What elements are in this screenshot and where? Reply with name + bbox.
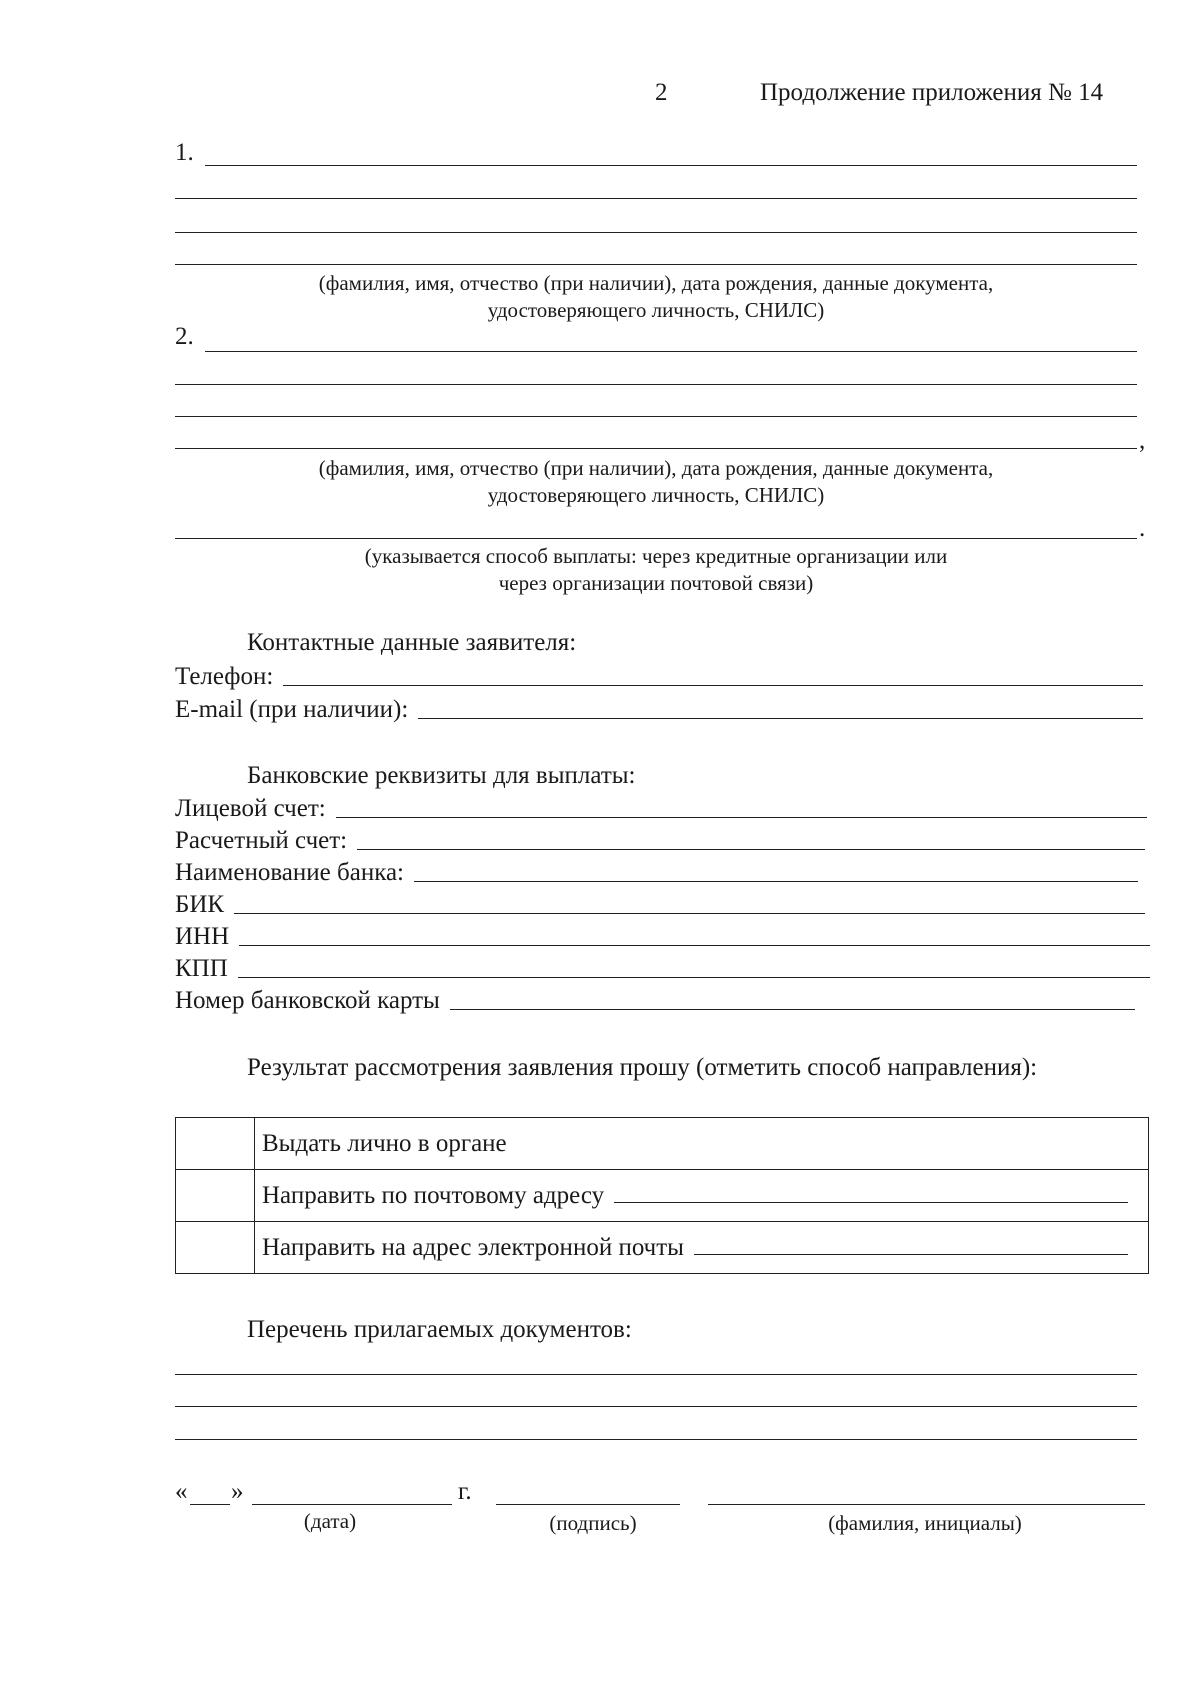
bank-field-personal-account[interactable] xyxy=(175,794,1147,824)
payment-method-caption-2: через организации почтовой связи) xyxy=(498,571,814,595)
phone-input-line[interactable] xyxy=(283,684,1143,686)
name-caption: (фамилия, инициалы) xyxy=(828,1511,1022,1535)
person-1-number: 1. xyxy=(175,139,194,166)
bank-field-kpp[interactable] xyxy=(175,954,1150,984)
phone-field[interactable] xyxy=(175,662,1143,692)
attachments-heading: Перечень прилагаемых документов: xyxy=(247,1316,632,1343)
bank-field-settlement-account[interactable] xyxy=(175,826,1145,856)
person-2-number: 2. xyxy=(175,323,194,350)
date-year-mark: г. xyxy=(458,1478,472,1505)
person-2-caption-2: удостоверяющего личность, СНИЛС) xyxy=(487,483,825,507)
person-1-line-2[interactable] xyxy=(175,198,1137,199)
person-1-line-1[interactable] xyxy=(205,165,1137,166)
bank-field-label: КПП xyxy=(175,955,228,982)
bank-field-line[interactable] xyxy=(357,848,1145,850)
delivery-checkbox-email[interactable] xyxy=(176,1222,255,1274)
payment-method-period: . xyxy=(1139,515,1146,542)
delivery-option-label: Выдать лично в органе xyxy=(255,1118,1149,1170)
bank-field-line[interactable] xyxy=(414,880,1138,882)
delivery-option-row xyxy=(176,1118,1149,1170)
bank-field-line[interactable] xyxy=(234,912,1145,914)
person-1-line-3[interactable] xyxy=(175,232,1137,233)
person-2-line-2[interactable] xyxy=(175,384,1137,385)
delivery-checkbox-post[interactable] xyxy=(176,1170,255,1222)
attachments-line-1[interactable] xyxy=(175,1374,1137,1375)
name-initials-line[interactable] xyxy=(708,1504,1145,1505)
email-label: E-mail (при наличии): xyxy=(175,696,409,723)
phone-label: Телефон: xyxy=(175,663,274,690)
delivery-option-row xyxy=(176,1222,1149,1274)
delivery-options-table xyxy=(175,1117,1149,1274)
person-1-line-4[interactable] xyxy=(175,264,1137,265)
signature-line[interactable] xyxy=(496,1504,680,1505)
bank-field-label: Расчетный счет: xyxy=(175,827,348,854)
bank-field-bank-name[interactable] xyxy=(175,858,1138,888)
bank-field-label: Наименование банка: xyxy=(175,859,405,886)
date-caption: (дата) xyxy=(303,1509,357,1533)
bank-field-line[interactable] xyxy=(238,976,1150,978)
date-month-line[interactable] xyxy=(252,1504,452,1505)
person-1-caption-1: (фамилия, имя, отчество (при наличии), дата рождения, данные документа, xyxy=(318,271,994,295)
bank-field-bik[interactable] xyxy=(175,890,1145,920)
bank-field-label: ИНН xyxy=(175,923,230,950)
bank-field-inn[interactable] xyxy=(175,922,1150,952)
bank-field-label: БИК xyxy=(175,891,225,918)
signature-caption: (подпись) xyxy=(549,1511,637,1535)
delivery-option-label: Направить на адрес электронной почты xyxy=(262,1233,684,1261)
person-2-line-4[interactable] xyxy=(175,448,1137,449)
person-2-comma: , xyxy=(1139,427,1146,454)
email-field[interactable] xyxy=(175,695,1143,725)
person-2-caption-1: (фамилия, имя, отчество (при наличии), дата рождения, данные документа, xyxy=(318,456,994,480)
bank-field-line[interactable] xyxy=(336,816,1147,818)
date-day-line[interactable] xyxy=(190,1504,230,1505)
delivery-checkbox-in-person[interactable] xyxy=(176,1118,255,1170)
bank-heading: Банковские реквизиты для выплаты: xyxy=(247,762,636,789)
attachments-line-2[interactable] xyxy=(175,1406,1137,1407)
person-2-line-1[interactable] xyxy=(205,351,1137,352)
email-input-line[interactable] xyxy=(418,717,1143,719)
contacts-heading: Контактные данные заявителя: xyxy=(247,629,577,656)
delivery-option-cell xyxy=(255,1222,1149,1274)
postal-address-line[interactable] xyxy=(614,1201,1128,1203)
bank-field-card-number[interactable] xyxy=(175,986,1135,1016)
appendix-title: Продолжение приложения № 14 xyxy=(760,79,1104,106)
delivery-option-row xyxy=(176,1170,1149,1222)
delivery-option-cell xyxy=(255,1170,1149,1222)
bank-field-line[interactable] xyxy=(239,944,1150,946)
bank-field-line[interactable] xyxy=(450,1008,1135,1010)
bank-field-label: Номер банковской карты xyxy=(175,987,440,1014)
payment-method-caption-1: (указывается способ выплаты: через кредитные организации или xyxy=(364,544,948,568)
date-close-quote: » xyxy=(231,1478,244,1505)
delivery-option-label: Направить по почтовому адресу xyxy=(262,1181,605,1209)
page-number: 2 xyxy=(655,79,668,106)
person-1-caption-2: удостоверяющего личность, СНИЛС) xyxy=(487,298,825,322)
payment-method-line[interactable] xyxy=(175,538,1137,539)
attachments-line-3[interactable] xyxy=(175,1439,1137,1440)
date-open-quote: « xyxy=(175,1478,188,1505)
bank-field-label: Лицевой счет: xyxy=(175,795,326,822)
person-2-line-3[interactable] xyxy=(175,416,1137,417)
email-address-line[interactable] xyxy=(694,1253,1128,1255)
result-heading: Результат рассмотрения заявления прошу (отметить способ направления): xyxy=(247,1054,1038,1081)
